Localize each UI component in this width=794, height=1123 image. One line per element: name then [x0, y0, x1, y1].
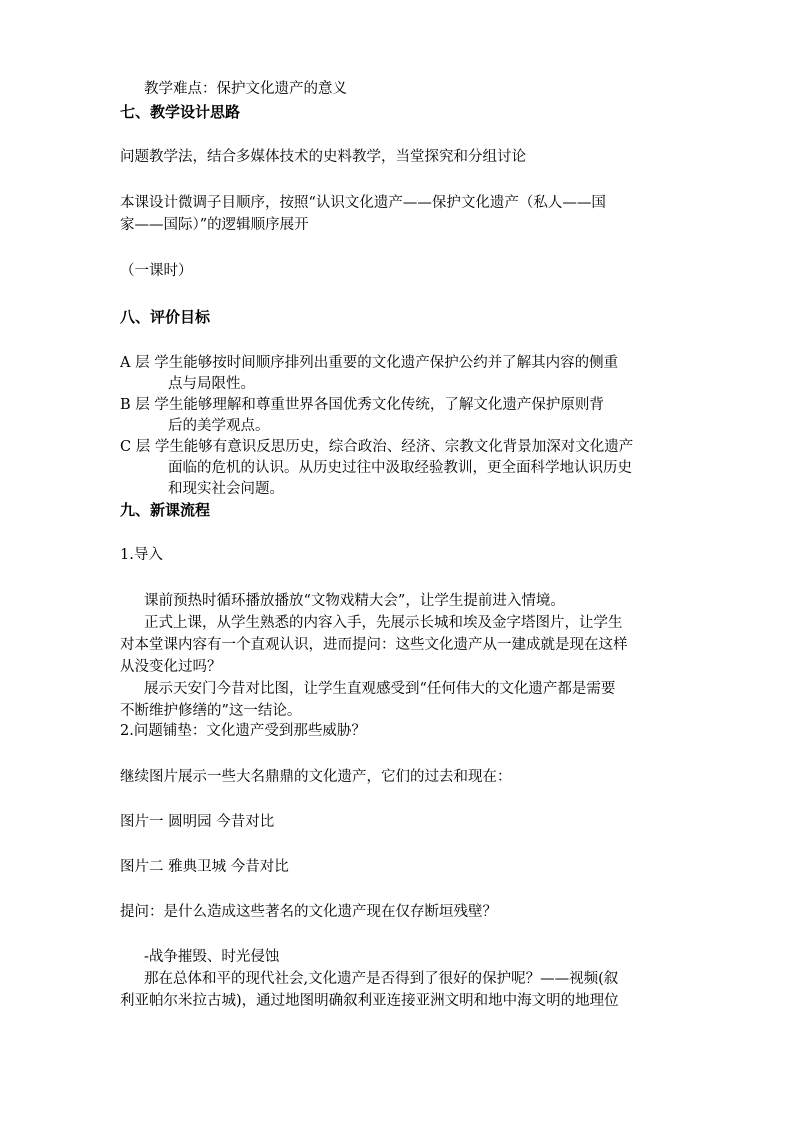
- paragraph-line: 从没变化过吗？: [120, 659, 222, 675]
- section-7-heading: 七、教学设计思路: [120, 103, 241, 121]
- paragraph: 继续图片展示一些大名鼎鼎的文化遗产，它们的过去和现在：: [120, 769, 512, 785]
- picture-item: 图片一 圆明园 今昔对比: [120, 814, 275, 830]
- step-heading: 1.导入: [120, 547, 163, 563]
- section-9-heading: 九、新课流程: [120, 501, 211, 519]
- step-heading: 2.问题铺垫：文化遗产受到那些威胁？: [120, 723, 366, 739]
- level-a-line: 点与局限性。: [168, 376, 255, 392]
- paragraph-line: 那在总体和平的现代社会,文化遗产是否得到了很好的保护呢？——视频(叙: [144, 971, 619, 987]
- level-b-line: B 层 学生能够理解和尊重世界各国优秀文化传统，了解文化遗产保护原则背: [120, 397, 604, 413]
- paragraph: 问题教学法，结合多媒体技术的史料教学，当堂探究和分组讨论: [120, 149, 526, 165]
- paragraph-line: 本课设计微调子目顺序，按照“认识文化遗产——保护文化遗产（私人——国: [120, 195, 606, 211]
- level-a-line: A 层 学生能够按时间顺序排列出重要的文化遗产保护公约并了解其内容的侧重: [120, 355, 619, 371]
- paragraph-line: 展示天安门今昔对比图，让学生直观感受到“任何伟大的文化遗产都是需要: [144, 681, 616, 697]
- paragraph-line: 利亚帕尔米拉古城)，通过地图明确叙利亚连接亚洲文明和地中海文明的地理位: [120, 993, 619, 1009]
- paragraph-line: 课前预热时循环播放播放“文物戏精大会”，让学生提前进入情境。: [144, 593, 565, 609]
- level-c-line: C 层 学生能够有意识反思历史，综合政治、经济、宗教文化背景加深对文化遗产: [120, 439, 634, 455]
- paragraph-line: 对本堂课内容有一个直观认识，进而提问：这些文化遗产从一建成就是现在这样: [120, 637, 628, 653]
- level-b-line: 后的美学观点。: [168, 418, 270, 434]
- paragraph-line: 不断维护修缮的”这一结论。: [120, 703, 302, 719]
- paragraph-line: 家——国际）”的逻辑顺序展开: [120, 217, 309, 233]
- level-c-line: 和现实社会问题。: [168, 481, 284, 497]
- answer: -战争摧毁、时光侵蚀: [144, 949, 280, 965]
- paragraph: （一课时）: [120, 263, 193, 279]
- picture-item: 图片二 雅典卫城 今昔对比: [120, 859, 289, 875]
- level-c-line: 面临的危机的认识。从历史过往中汲取经验教训，更全面科学地认识历史: [168, 460, 632, 476]
- section-8-heading: 八、评价目标: [120, 308, 211, 326]
- paragraph-line: 正式上课，从学生熟悉的内容入手，先展示长城和埃及金字塔图片，让学生: [144, 615, 623, 631]
- question: 提问：是什么造成这些著名的文化遗产现在仅存断垣残壁？: [120, 904, 497, 920]
- teaching-difficulty: 教学难点：保护文化遗产的意义: [144, 81, 347, 97]
